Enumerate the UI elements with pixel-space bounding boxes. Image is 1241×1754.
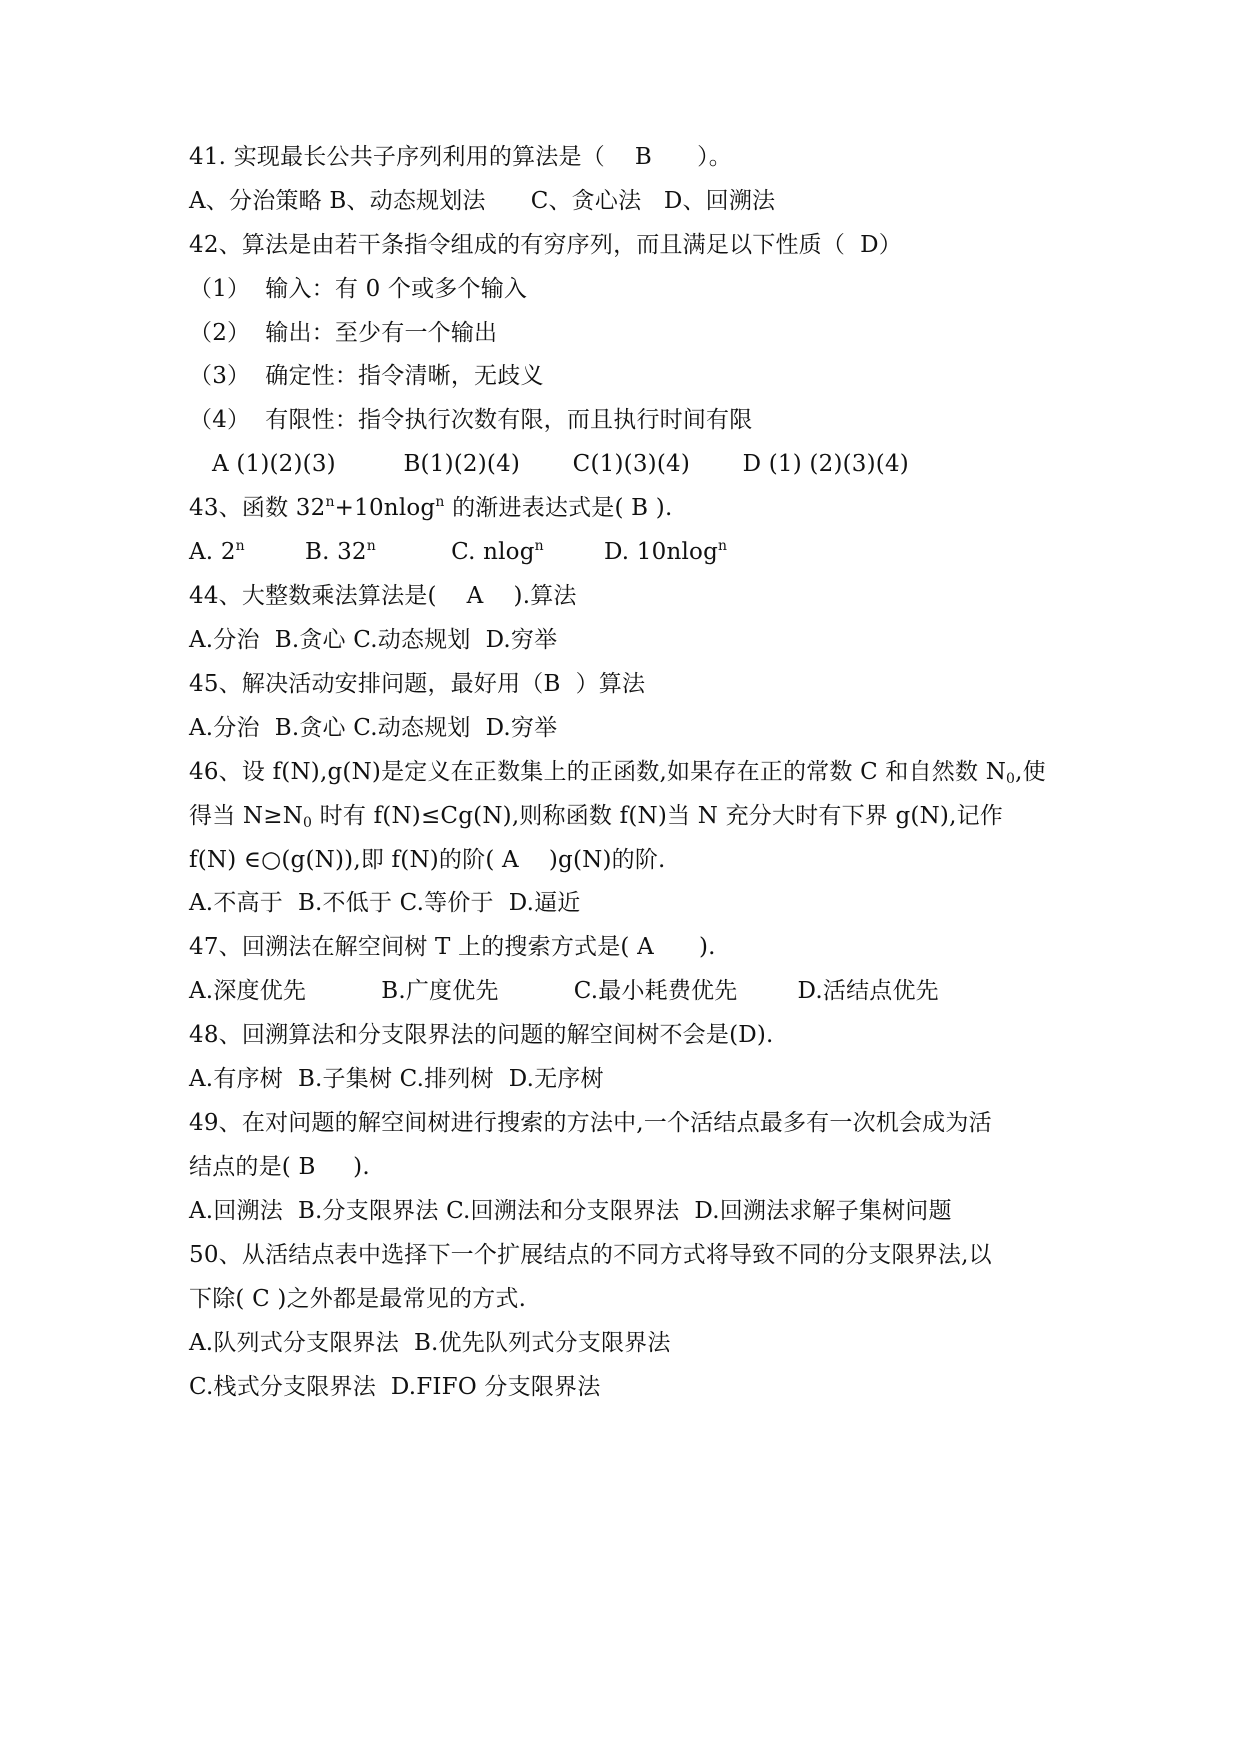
- question-42-options: A (1)(2)(3) B(1)(2)(4) C(1)(3)(4) D (1) (2)(3)(4): [212, 451, 909, 477]
- question-42-item-3: （3） 确定性：指令清晰，无歧义: [189, 363, 544, 389]
- question-46-text-2a: 得当 N≥N: [189, 803, 304, 829]
- question-41-options: A、分治策略 B、动态规划法 C、贪心法 D、回溯法: [189, 188, 776, 214]
- question-42-item-4: （4） 有限性：指令执行次数有限，而且执行时间有限: [189, 407, 753, 433]
- question-46-options: A.不高于 B.不低于 C.等价于 D.逼近: [189, 890, 581, 916]
- question-44-options: A.分治 B.贪心 C.动态规划 D.穷举: [189, 627, 558, 653]
- option-b-superscript: n: [366, 538, 376, 554]
- question-43-superscript-2: n: [435, 494, 445, 510]
- question-41: 41. 实现最长公共子序列利用的算法是（ B ）。: [189, 144, 733, 170]
- question-46-subscript-2: 0: [303, 815, 313, 831]
- question-43-text-2: +10nlog: [334, 495, 436, 521]
- question-44: 44、大整数乘法算法是( A ).算法: [189, 583, 577, 609]
- option-a: A. 2: [189, 539, 236, 565]
- question-50-options-2: C.栈式分支限界法 D.FIFO 分支限界法: [189, 1374, 601, 1400]
- question-46-line-1: [189, 757, 1046, 787]
- question-43-text-3: 的渐进表达式是( B ).: [444, 495, 673, 521]
- question-50-line-1: 50、从活结点表中选择下一个扩展结点的不同方式将导致不同的分支限界法,以: [189, 1242, 992, 1268]
- question-50-line-2: 下除( C )之外都是最常见的方式.: [189, 1286, 527, 1312]
- option-d-superscript: n: [718, 538, 728, 554]
- question-48: 48、回溯算法和分支限界法的问题的解空间树不会是(D).: [189, 1022, 774, 1048]
- question-43-superscript-1: n: [325, 494, 335, 510]
- question-49-line-2: 结点的是( B ).: [189, 1154, 370, 1180]
- question-46-line-3: f(N) ∈○(g(N)),即 f(N)的阶( A )g(N)的阶.: [189, 847, 666, 873]
- option-b: B. 32: [244, 539, 367, 565]
- question-45: 45、解决活动安排问题，最好用（B ）算法: [189, 671, 646, 697]
- question-47-options: A.深度优先 B.广度优先 C.最小耗费优先 D.活结点优先: [189, 978, 939, 1004]
- question-45-options: A.分治 B.贪心 C.动态规划 D.穷举: [189, 715, 558, 741]
- question-46-text-1a: 46、设 f(N),g(N)是定义在正数集上的正函数,如果存在正的常数 C 和自然数 N: [189, 759, 1007, 785]
- question-43-options: [189, 537, 727, 567]
- question-50-options-1: A.队列式分支限界法 B.优先队列式分支限界法: [189, 1330, 671, 1356]
- question-46-text-1b: ,使: [1015, 759, 1046, 785]
- question-49-line-1: 49、在对问题的解空间树进行搜索的方法中,一个活结点最多有一次机会成为活: [189, 1110, 992, 1136]
- question-46-text-2b: 时有 f(N)≤Cg(N),则称函数 f(N)当 N 充分大时有下界 g(N),记作: [312, 803, 1003, 829]
- option-c-superscript: n: [534, 538, 544, 554]
- question-42: 42、算法是由若干条指令组成的有穷序列，而且满足以下性质（ D）: [189, 232, 902, 258]
- question-46-subscript-1: 0: [1006, 771, 1016, 787]
- option-a-superscript: n: [235, 538, 245, 554]
- option-d: D. 10nlog: [543, 539, 719, 565]
- question-43-text-1: 43、函数 32: [189, 495, 326, 521]
- question-43: [189, 493, 672, 523]
- question-42-item-2: （2） 输出：至少有一个输出: [189, 320, 498, 346]
- question-48-options: A.有序树 B.子集树 C.排列树 D.无序树: [189, 1066, 604, 1092]
- question-42-item-1: （1） 输入：有 0 个或多个输入: [189, 276, 528, 302]
- question-49-options: A.回溯法 B.分支限界法 C.回溯法和分支限界法 D.回溯法求解子集树问题: [189, 1198, 952, 1224]
- question-46-line-2: [189, 801, 1003, 831]
- option-c: C. nlog: [376, 539, 535, 565]
- question-47: 47、回溯法在解空间树 T 上的搜索方式是( A ).: [189, 934, 716, 960]
